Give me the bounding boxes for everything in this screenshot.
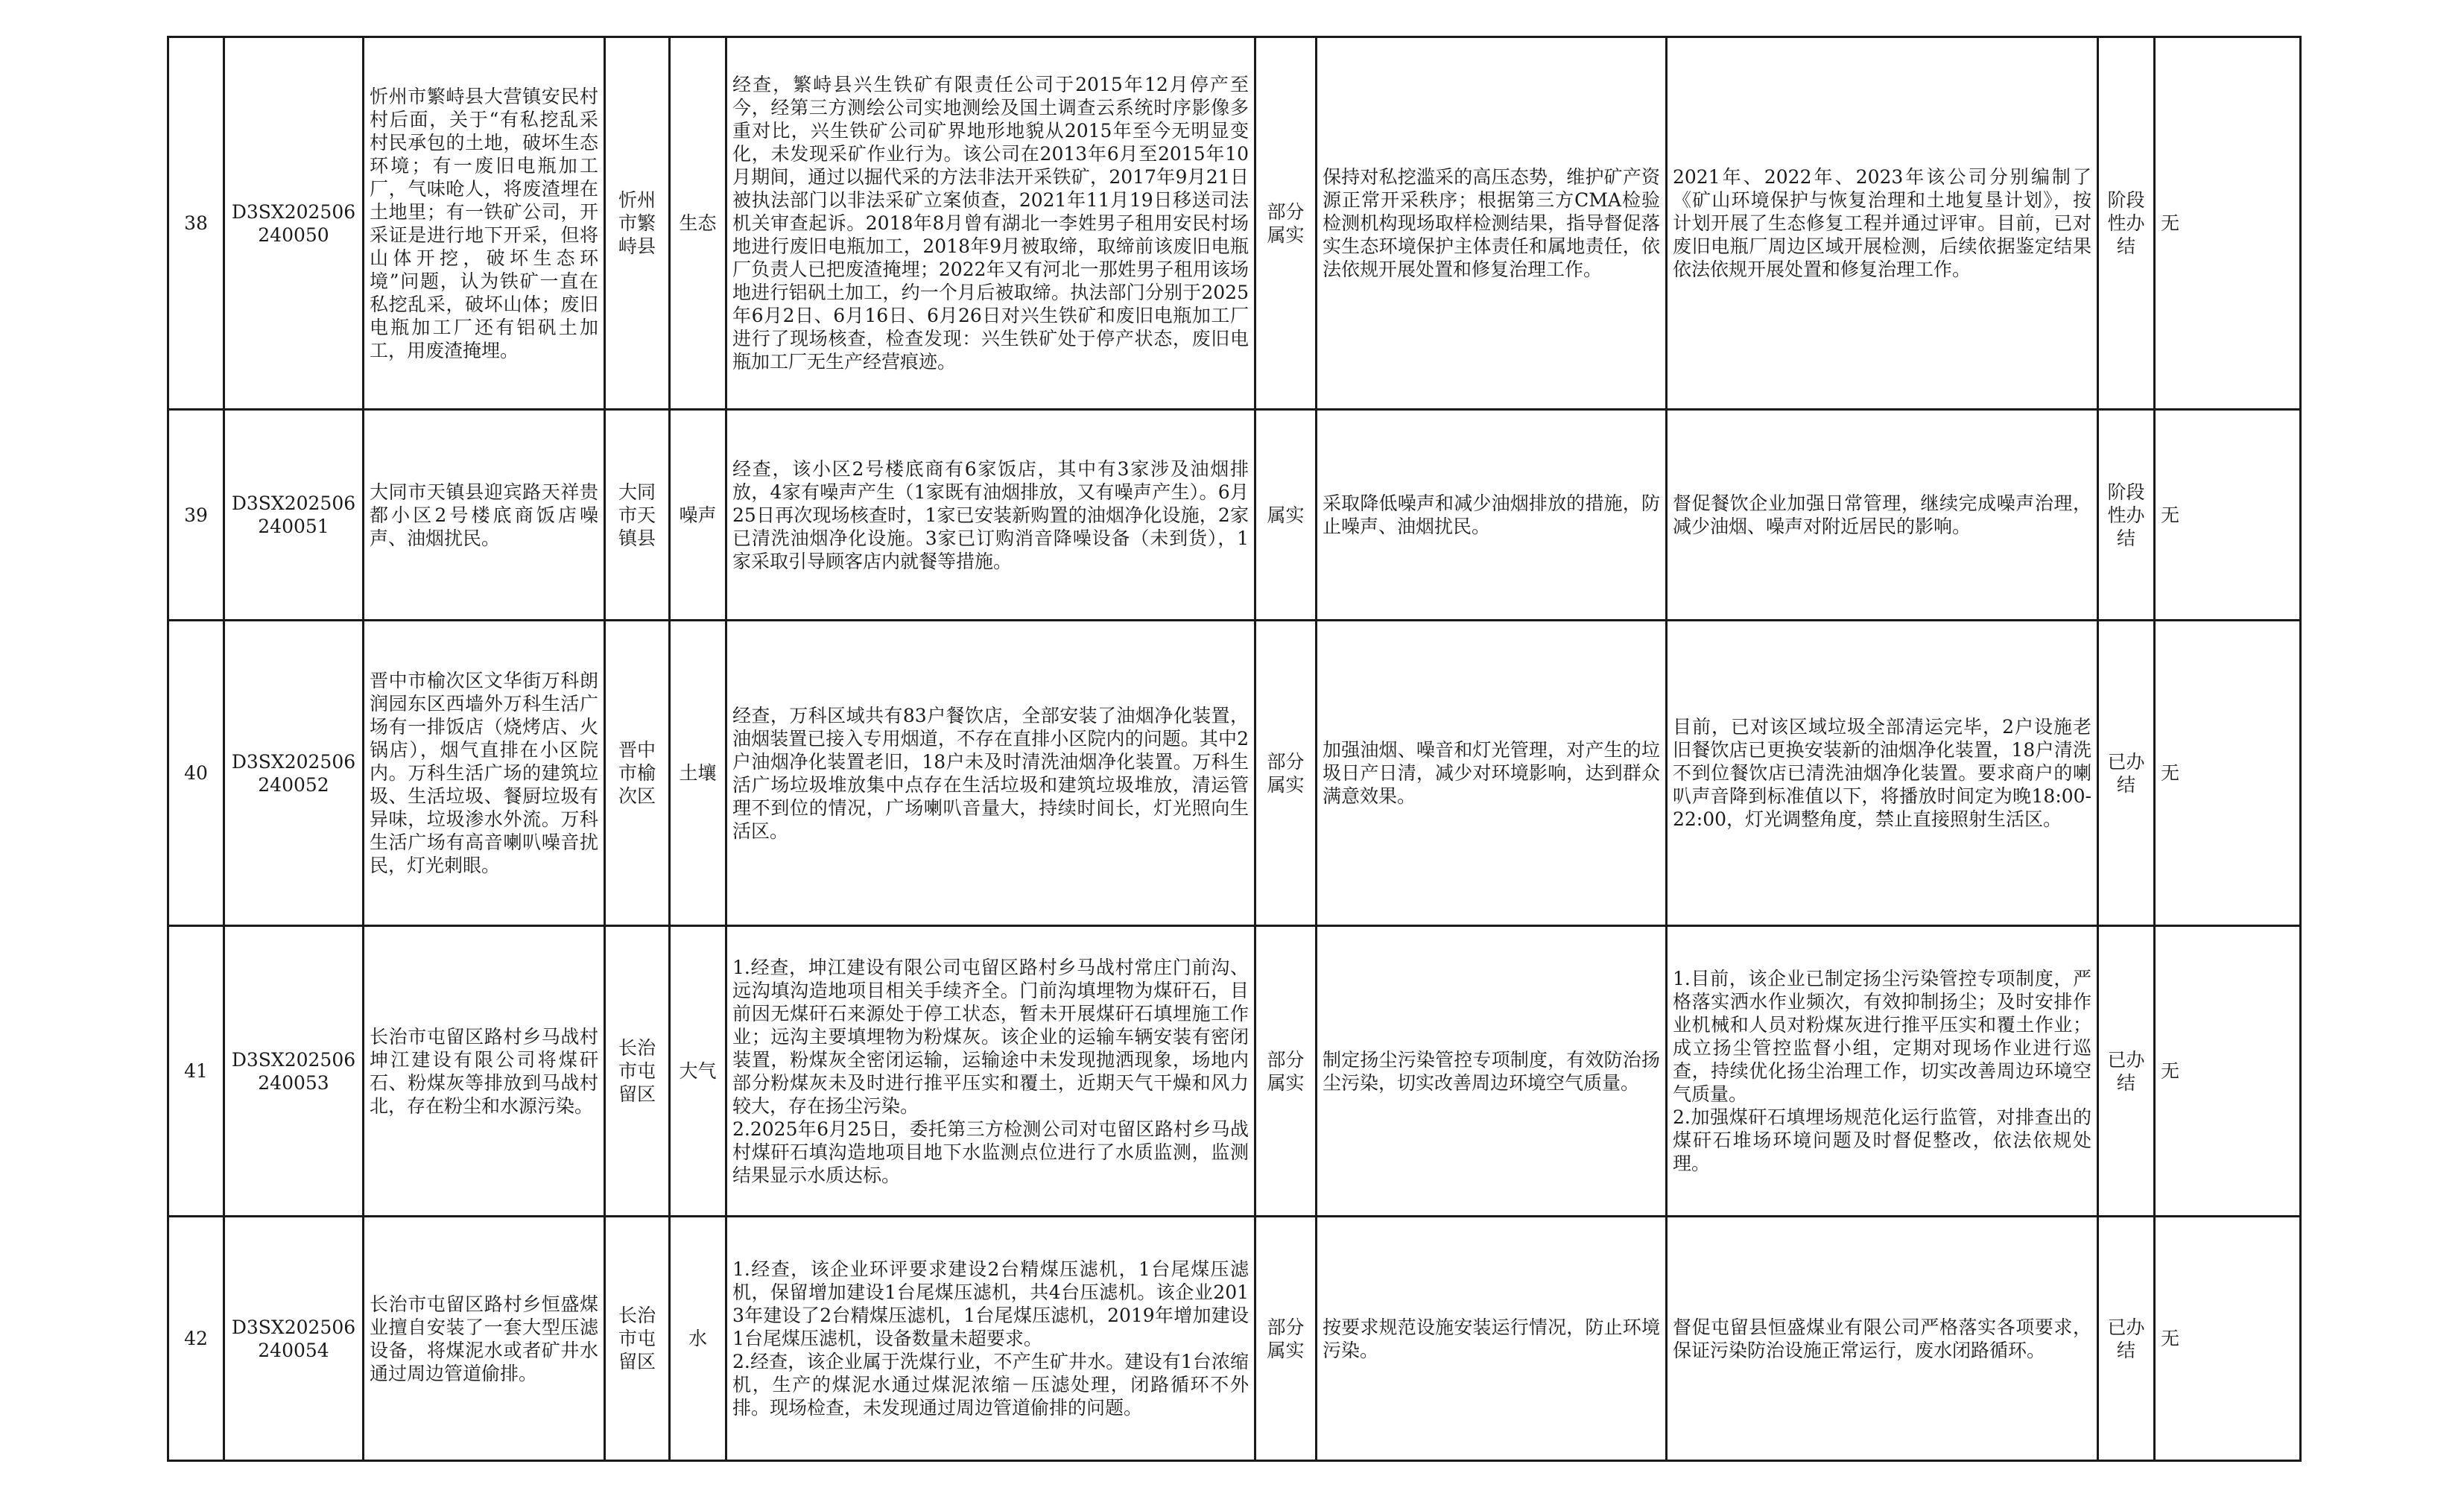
complaint-content: 长治市屯留区路村乡恒盛煤业擅自安装了一套大型压滤设备，将煤泥水或者矿井水通过周边管道偷排。	[364, 1217, 605, 1461]
rectification-progress: 1.目前，该企业已制定扬尘污染管控专项制度，严格落实洒水作业频次，有效抑制扬尘；及时安排作业机械和人员对粉煤灰进行推平压实和覆土作业；成立扬尘管控监督小组，定期对现场作业进行巡查，持续优化扬尘治理工作，切实改善周边环境空气质量。 2.加强煤矸石填埋场规范化运行监管，对排查出的煤矸石堆场环境问题及时督促整改，依法依规处理。	[1667, 926, 2098, 1217]
case-id: D3SX202506240052	[224, 621, 364, 926]
case-id: D3SX202506240050	[224, 37, 364, 410]
rectification-progress: 目前，已对该区域垃圾全部清运完毕，2户设施老旧餐饮店已更换安装新的油烟净化装置，18户清洗不到位餐饮店已清洗油烟净化装置。要求商户的喇叭声音降到标准值以下，将播放时间定为晚18:00-22:00，灯光调整角度，禁止直接照射生活区。	[1667, 621, 2098, 926]
handling-measures: 加强油烟、噪音和灯光管理，对产生的垃圾日产日清，减少对环境影响，达到群众满意效果。	[1317, 621, 1667, 926]
complaint-content: 晋中市榆次区文华街万科朗润园东区西墙外万科生活广场有一排饭店（烧烤店、火锅店），烟气直排在小区院内。万科生活广场的建筑垃圾、生活垃圾、餐厨垃圾有异味，垃圾渗水外流。万科生活广场有高音喇叭噪音扰民，灯光刺眼。	[364, 621, 605, 926]
table-row	[168, 1217, 2301, 1461]
closure-status: 已办结	[2098, 926, 2155, 1217]
region: 长治市屯留区	[605, 926, 670, 1217]
accountability: 无	[2155, 621, 2301, 926]
handling-measures: 按要求规范设施安装运行情况，防止环境污染。	[1317, 1217, 1667, 1461]
verification-status: 部分属实	[1255, 37, 1317, 410]
handling-measures: 制定扬尘污染管控专项制度，有效防治扬尘污染，切实改善周边环境空气质量。	[1317, 926, 1667, 1217]
row-number: 40	[168, 621, 224, 926]
verification-status: 属实	[1255, 410, 1317, 621]
accountability: 无	[2155, 926, 2301, 1217]
complaint-content: 大同市天镇县迎宾路天祥贵都小区2号楼底商饭店噪声、油烟扰民。	[364, 410, 605, 621]
accountability: 无	[2155, 1217, 2301, 1461]
table-row	[168, 37, 2301, 410]
region: 晋中市榆次区	[605, 621, 670, 926]
case-id: D3SX202506240053	[224, 926, 364, 1217]
accountability: 无	[2155, 410, 2301, 621]
table-row	[168, 410, 2301, 621]
closure-status: 已办结	[2098, 621, 2155, 926]
verification-status: 部分属实	[1255, 621, 1317, 926]
row-number: 39	[168, 410, 224, 621]
table-row	[168, 926, 2301, 1217]
pollution-type: 水	[670, 1217, 726, 1461]
pollution-type: 生态	[670, 37, 726, 410]
pollution-type: 噪声	[670, 410, 726, 621]
verification-result: 经查，繁峙县兴生铁矿有限责任公司于2015年12月停产至今，经第三方测绘公司实地测绘及国土调查云系统时序影像多重对比，兴生铁矿公司矿界地形地貌从2015年至今无明显变化，未发现采矿作业行为。该公司在2013年6月至2015年10月期间，通过以掘代采的方法非法开采铁矿，2017年9月21日被执法部门以非法采矿立案侦查，2021年11月19日移送司法机关审查起诉。2018年8月曾有湖北一李姓男子租用安民村场地进行废旧电瓶加工，2018年9月被取缔，取缔前该废旧电瓶厂负责人已把废渣掩埋；2022年又有河北一那姓男子租用该场地进行铝矾土加工，约一个月后被取缔。执法部门分别于2025年6月2日、6月16日、6月26日对兴生铁矿和废旧电瓶加工厂进行了现场核查，检查发现：兴生铁矿处于停产状态，废旧电瓶加工厂无生产经营痕迹。	[726, 37, 1255, 410]
region: 忻州市繁峙县	[605, 37, 670, 410]
row-number: 42	[168, 1217, 224, 1461]
rectification-progress: 督促屯留县恒盛煤业有限公司严格落实各项要求，保证污染防治设施正常运行，废水闭路循环。	[1667, 1217, 2098, 1461]
case-id: D3SX202506240051	[224, 410, 364, 621]
verification-result: 1.经查，坤江建设有限公司屯留区路村乡马战村常庄门前沟、远沟填沟造地项目相关手续齐全。门前沟填埋物为煤矸石，目前因无煤矸石来源处于停工状态，暂未开展煤矸石填埋施工作业；远沟主要填埋物为粉煤灰。该企业的运输车辆安装有密闭装置，粉煤灰全密闭运输，运输途中未发现抛洒现象，场地内部分粉煤灰未及时进行推平压实和覆土，近期天气干燥和风力较大，存在扬尘污染。 2.2025年6月25日，委托第三方检测公司对屯留区路村乡马战村煤矸石填沟造地项目地下水监测点位进行了水质监测，监测结果显示水质达标。	[726, 926, 1255, 1217]
complaint-content: 忻州市繁峙县大营镇安民村村后面，关于“有私挖乱采村民承包的土地，破坏生态环境；有一废旧电瓶加工厂，气味呛人，将废渣埋在土地里；有一铁矿公司，开采证是进行地下开采，但将山体开挖，破坏生态环境”问题，认为铁矿一直在私挖乱采，破坏山体；废旧电瓶加工厂还有铝矾土加工，用废渣掩埋。	[364, 37, 605, 410]
verification-result: 经查，该小区2号楼底商有6家饭店，其中有3家涉及油烟排放，4家有噪声产生（1家既有油烟排放，又有噪声产生）。6月25日再次现场核查时，1家已安装新购置的油烟净化设施，2家已清洗油烟净化设施。3家已订购消音降噪设备（未到货），1家采取引导顾客店内就餐等措施。	[726, 410, 1255, 621]
rectification-progress: 2021年、2022年、2023年该公司分别编制了《矿山环境保护与恢复治理和土地复垦计划》，按计划开展了生态修复工程并通过评审。目前，已对废旧电瓶厂周边区域开展检测，后续依据鉴定结果依法依规开展处置和修复治理工作。	[1667, 37, 2098, 410]
closure-status: 阶段性办结	[2098, 410, 2155, 621]
handling-measures: 保持对私挖滥采的高压态势，维护矿产资源正常开采秩序；根据第三方CMA检验检测机构现场取样检测结果，指导督促落实生态环境保护主体责任和属地责任，依法依规开展处置和修复治理工作。	[1317, 37, 1667, 410]
complaint-content: 长治市屯留区路村乡马战村坤江建设有限公司将煤矸石、粉煤灰等排放到马战村北，存在粉尘和水源污染。	[364, 926, 605, 1217]
pollution-type: 土壤	[670, 621, 726, 926]
handling-measures: 采取降低噪声和减少油烟排放的措施，防止噪声、油烟扰民。	[1317, 410, 1667, 621]
region: 大同市天镇县	[605, 410, 670, 621]
table-row	[168, 621, 2301, 926]
row-number: 41	[168, 926, 224, 1217]
complaint-table	[167, 36, 2302, 1462]
region: 长治市屯留区	[605, 1217, 670, 1461]
pollution-type: 大气	[670, 926, 726, 1217]
rectification-progress: 督促餐饮企业加强日常管理，继续完成噪声治理，减少油烟、噪声对附近居民的影响。	[1667, 410, 2098, 621]
closure-status: 已办结	[2098, 1217, 2155, 1461]
closure-status: 阶段性办结	[2098, 37, 2155, 410]
case-id: D3SX202506240054	[224, 1217, 364, 1461]
accountability: 无	[2155, 37, 2301, 410]
verification-status: 部分属实	[1255, 1217, 1317, 1461]
verification-status: 部分属实	[1255, 926, 1317, 1217]
verification-result: 1.经查，该企业环评要求建设2台精煤压滤机，1台尾煤压滤机，保留增加建设1台尾煤压滤机，共4台压滤机。该企业2013年建设了2台精煤压滤机，1台尾煤压滤机，2019年增加建设1台尾煤压滤机，设备数量未超要求。 2.经查，该企业属于洗煤行业，不产生矿井水。建设有1台浓缩机，生产的煤泥水通过煤泥浓缩－压滤处理，闭路循环不外排。现场检查，未发现通过周边管道偷排的问题。	[726, 1217, 1255, 1461]
row-number: 38	[168, 37, 224, 410]
verification-result: 经查，万科区域共有83户餐饮店，全部安装了油烟净化装置，油烟装置已接入专用烟道，不存在直排小区院内的问题。其中2户油烟净化装置老旧，18户未及时清洗油烟净化装置。万科生活广场垃圾堆放集中点存在生活垃圾和建筑垃圾堆放，清运管理不到位的情况，广场喇叭音量大，持续时间长，灯光照向生活区。	[726, 621, 1255, 926]
complaint-table-container	[167, 36, 2299, 1460]
